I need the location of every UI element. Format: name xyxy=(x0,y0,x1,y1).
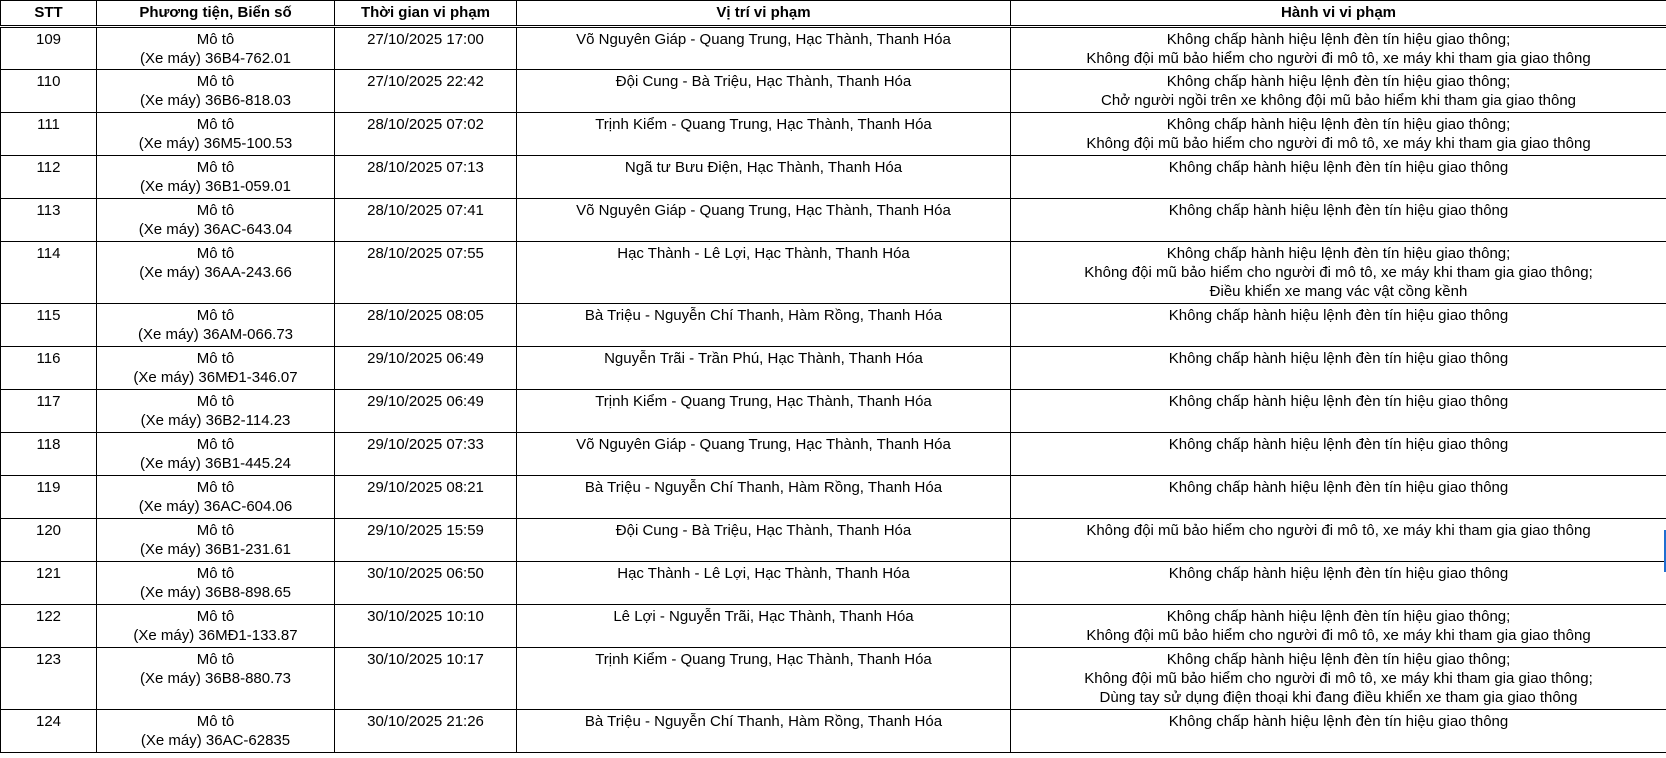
stt-text: 113 xyxy=(36,202,61,219)
license-plate: (Xe máy) 36B6-818.03 xyxy=(140,92,291,109)
violation-time: 30/10/2025 10:17 xyxy=(367,651,484,668)
table-row xyxy=(1,304,1666,347)
cell-stt[interactable] xyxy=(1,390,97,433)
cell-time[interactable] xyxy=(335,648,517,710)
violation-line: Không chấp hành hiệu lệnh đèn tín hiệu giao thông; xyxy=(1166,608,1511,625)
stt-text: 112 xyxy=(36,159,61,176)
violation-line: Dùng tay sử dụng điện thoại khi đang điều khiển xe tham gia giao thông xyxy=(1099,689,1578,706)
cell-stt[interactable] xyxy=(1,113,97,156)
header-time[interactable]: Thời gian vi phạm xyxy=(335,1,517,27)
cell-vehicle[interactable] xyxy=(97,113,335,156)
cell-location[interactable] xyxy=(517,710,1011,753)
vehicle-type: Mô tô xyxy=(196,202,235,219)
violation-location: Võ Nguyên Giáp - Quang Trung, Hạc Thành, Thanh Hóa xyxy=(576,31,951,48)
violation-line: Không đội mũ bảo hiểm cho người đi mô tô, xe máy khi tham gia giao thông; xyxy=(1084,264,1593,281)
stt-text: 114 xyxy=(36,245,61,262)
cell-vehicle[interactable] xyxy=(97,648,335,710)
vehicle-type: Mô tô xyxy=(196,307,235,324)
cell-time[interactable] xyxy=(335,242,517,304)
cell-stt[interactable] xyxy=(1,648,97,710)
license-plate: (Xe máy) 36M5-100.53 xyxy=(138,135,293,152)
cell-stt[interactable] xyxy=(1,27,97,70)
cell-vehicle[interactable] xyxy=(97,156,335,199)
cell-violation[interactable] xyxy=(1011,519,1666,562)
cell-violation[interactable] xyxy=(1011,70,1666,113)
vehicle-type: Mô tô xyxy=(196,393,235,410)
violation-line: Không đội mũ bảo hiểm cho người đi mô tô, xe máy khi tham gia giao thông xyxy=(1086,135,1591,152)
cell-stt[interactable] xyxy=(1,199,97,242)
license-plate: (Xe máy) 36B2-114.23 xyxy=(140,412,291,429)
license-plate: (Xe máy) 36B1-059.01 xyxy=(140,178,291,195)
table-row xyxy=(1,390,1666,433)
table-row xyxy=(1,476,1666,519)
license-plate: (Xe máy) 36AM-066.73 xyxy=(137,326,294,343)
cell-location[interactable] xyxy=(517,242,1011,304)
violation-time: 27/10/2025 17:00 xyxy=(367,31,484,48)
violation-line: Không đội mũ bảo hiểm cho người đi mô tô, xe máy khi tham gia giao thông; xyxy=(1084,670,1593,687)
violation-line: Không chấp hành hiệu lệnh đèn tín hiệu giao thông; xyxy=(1166,73,1511,90)
violation-time: 28/10/2025 07:13 xyxy=(367,159,484,176)
license-plate: (Xe máy) 36B4-762.01 xyxy=(140,50,291,67)
cell-vehicle[interactable] xyxy=(97,519,335,562)
violation-location: Lê Lợi - Nguyễn Trãi, Hạc Thành, Thanh Hóa xyxy=(613,608,914,625)
violation-line: Không chấp hành hiệu lệnh đèn tín hiệu giao thông; xyxy=(1166,245,1511,262)
cell-stt[interactable] xyxy=(1,710,97,753)
cell-location[interactable] xyxy=(517,519,1011,562)
table-row xyxy=(1,648,1666,710)
cell-vehicle[interactable] xyxy=(97,70,335,113)
vehicle-type: Mô tô xyxy=(196,116,235,133)
cell-violation[interactable] xyxy=(1011,433,1666,476)
table-row xyxy=(1,27,1666,70)
cell-violation[interactable] xyxy=(1011,347,1666,390)
cell-time[interactable] xyxy=(335,27,517,70)
table-row xyxy=(1,605,1666,648)
cell-location[interactable] xyxy=(517,605,1011,648)
violation-location: Hạc Thành - Lê Lợi, Hạc Thành, Thanh Hóa xyxy=(617,565,910,582)
vehicle-type: Mô tô xyxy=(196,436,235,453)
header-violation[interactable]: Hành vi vi phạm xyxy=(1011,1,1666,27)
table-row xyxy=(1,242,1666,304)
cell-stt[interactable] xyxy=(1,433,97,476)
vehicle-type: Mô tô xyxy=(196,159,235,176)
cell-vehicle[interactable] xyxy=(97,562,335,605)
cell-stt[interactable] xyxy=(1,519,97,562)
violation-line: Không chấp hành hiệu lệnh đèn tín hiệu giao thông xyxy=(1168,307,1509,324)
cell-location[interactable] xyxy=(517,562,1011,605)
stt-text: 118 xyxy=(36,436,61,453)
cell-location[interactable] xyxy=(517,199,1011,242)
table-row xyxy=(1,562,1666,605)
violation-time: 29/10/2025 07:33 xyxy=(367,436,484,453)
stt-text: 121 xyxy=(35,565,62,582)
violation-location: Hạc Thành - Lê Lợi, Hạc Thành, Thanh Hóa xyxy=(617,245,910,262)
cell-stt[interactable] xyxy=(1,562,97,605)
violation-location: Bà Triệu - Nguyễn Chí Thanh, Hàm Rồng, Thanh Hóa xyxy=(584,307,943,324)
violation-line: Không chấp hành hiệu lệnh đèn tín hiệu giao thông xyxy=(1168,393,1509,410)
vehicle-type: Mô tô xyxy=(196,608,235,625)
violation-line: Điều khiển xe mang vác vật cồng kềnh xyxy=(1209,283,1468,300)
license-plate: (Xe máy) 36B8-898.65 xyxy=(140,584,291,601)
cell-stt[interactable] xyxy=(1,476,97,519)
cell-stt[interactable] xyxy=(1,242,97,304)
violation-line: Không chấp hành hiệu lệnh đèn tín hiệu giao thông xyxy=(1168,479,1509,496)
license-plate: (Xe máy) 36AC-62835 xyxy=(140,732,291,749)
violation-location: Võ Nguyên Giáp - Quang Trung, Hạc Thành, Thanh Hóa xyxy=(576,436,951,453)
cell-location[interactable] xyxy=(517,27,1011,70)
table-row xyxy=(1,70,1666,113)
license-plate: (Xe máy) 36AC-604.06 xyxy=(138,498,293,515)
violation-location: Võ Nguyên Giáp - Quang Trung, Hạc Thành, Thanh Hóa xyxy=(576,202,951,219)
cell-violation[interactable] xyxy=(1011,390,1666,433)
violation-time: 28/10/2025 07:41 xyxy=(367,202,484,219)
license-plate: (Xe máy) 36MĐ1-346.07 xyxy=(133,369,298,386)
cell-time[interactable] xyxy=(335,562,517,605)
cell-violation[interactable] xyxy=(1011,304,1666,347)
cell-time[interactable] xyxy=(335,433,517,476)
cell-time[interactable] xyxy=(335,519,517,562)
stt-text: 119 xyxy=(36,479,61,496)
cell-vehicle[interactable] xyxy=(97,27,335,70)
cell-stt[interactable] xyxy=(1,347,97,390)
violation-time: 28/10/2025 07:55 xyxy=(367,245,484,262)
cell-vehicle[interactable] xyxy=(97,304,335,347)
license-plate: (Xe máy) 36MĐ1-133.87 xyxy=(133,627,298,644)
violation-line: Không chấp hành hiệu lệnh đèn tín hiệu giao thông xyxy=(1168,159,1509,176)
violation-location: Trịnh Kiểm - Quang Trung, Hạc Thành, Thanh Hóa xyxy=(595,651,932,668)
cell-stt[interactable] xyxy=(1,70,97,113)
cell-vehicle[interactable] xyxy=(97,347,335,390)
violation-time: 30/10/2025 10:10 xyxy=(367,608,484,625)
cell-violation[interactable] xyxy=(1011,562,1666,605)
violation-time: 28/10/2025 07:02 xyxy=(367,116,484,133)
violation-time: 28/10/2025 08:05 xyxy=(367,307,484,324)
stt-text: 117 xyxy=(36,393,61,410)
violation-location: Bà Triệu - Nguyễn Chí Thanh, Hàm Rồng, Thanh Hóa xyxy=(584,479,943,496)
cell-stt[interactable] xyxy=(1,156,97,199)
license-plate: (Xe máy) 36B8-880.73 xyxy=(140,670,291,687)
violation-line: Chở người ngồi trên xe không đội mũ bảo hiểm khi tham gia giao thông xyxy=(1101,92,1576,109)
cell-location[interactable] xyxy=(517,347,1011,390)
stt-text: 110 xyxy=(36,73,61,90)
cell-location[interactable] xyxy=(517,390,1011,433)
cell-location[interactable] xyxy=(517,648,1011,710)
cell-violation[interactable] xyxy=(1011,648,1666,710)
violation-line: Không chấp hành hiệu lệnh đèn tín hiệu giao thông; xyxy=(1166,651,1511,668)
cell-stt[interactable] xyxy=(1,605,97,648)
violation-location: Ngã tư Bưu Điện, Hạc Thành, Thanh Hóa xyxy=(624,159,903,176)
cell-location[interactable] xyxy=(517,433,1011,476)
table-row xyxy=(1,433,1666,476)
stt-text: 120 xyxy=(35,522,62,539)
table-row xyxy=(1,156,1666,199)
cell-vehicle[interactable] xyxy=(97,390,335,433)
table-row xyxy=(1,347,1666,390)
violation-location: Nguyễn Trãi - Trần Phú, Hạc Thành, Thanh Hóa xyxy=(604,350,923,367)
violation-location: Bà Triệu - Nguyễn Chí Thanh, Hàm Rồng, Thanh Hóa xyxy=(584,713,943,730)
violation-line: Không chấp hành hiệu lệnh đèn tín hiệu giao thông xyxy=(1168,436,1509,453)
cell-time[interactable] xyxy=(335,304,517,347)
violation-line: Không đội mũ bảo hiểm cho người đi mô tô, xe máy khi tham gia giao thông xyxy=(1086,627,1591,644)
license-plate: (Xe máy) 36B1-445.24 xyxy=(140,455,291,472)
table-row xyxy=(1,113,1666,156)
vehicle-type: Mô tô xyxy=(196,522,235,539)
violation-time: 30/10/2025 21:26 xyxy=(367,713,484,730)
cell-violation[interactable] xyxy=(1011,156,1666,199)
vehicle-type: Mô tô xyxy=(196,350,235,367)
license-plate: (Xe máy) 36AC-643.04 xyxy=(138,221,293,238)
cell-location[interactable] xyxy=(517,476,1011,519)
stt-text: 116 xyxy=(36,350,61,367)
cell-vehicle[interactable] xyxy=(97,242,335,304)
stt-text: 115 xyxy=(36,307,61,324)
vehicle-type: Mô tô xyxy=(196,31,235,48)
cell-time[interactable] xyxy=(335,347,517,390)
violation-time: 29/10/2025 15:59 xyxy=(367,522,484,539)
cell-time[interactable] xyxy=(335,476,517,519)
violation-location: Trịnh Kiểm - Quang Trung, Hạc Thành, Thanh Hóa xyxy=(595,393,932,410)
violation-time: 29/10/2025 06:49 xyxy=(367,393,484,410)
violation-time: 29/10/2025 08:21 xyxy=(367,479,484,496)
header-vehicle[interactable]: Phương tiện, Biển số xyxy=(97,1,335,27)
violation-line: Không chấp hành hiệu lệnh đèn tín hiệu giao thông; xyxy=(1166,31,1511,48)
license-plate: (Xe máy) 36B1-231.61 xyxy=(140,541,291,558)
violation-line: Không đội mũ bảo hiểm cho người đi mô tô, xe máy khi tham gia giao thông xyxy=(1086,50,1591,67)
vehicle-type: Mô tô xyxy=(196,245,235,262)
vehicle-type: Mô tô xyxy=(196,713,235,730)
violation-location: Đội Cung - Bà Triệu, Hạc Thành, Thanh Hóa xyxy=(615,73,912,90)
cell-time[interactable] xyxy=(335,70,517,113)
cell-time[interactable] xyxy=(335,605,517,648)
cell-vehicle[interactable] xyxy=(97,476,335,519)
stt-text: 124 xyxy=(35,713,62,730)
table-row xyxy=(1,199,1666,242)
table-row xyxy=(1,710,1666,753)
license-plate: (Xe máy) 36AA-243.66 xyxy=(139,264,292,281)
cell-vehicle[interactable] xyxy=(97,605,335,648)
cell-violation[interactable] xyxy=(1011,113,1666,156)
cell-location[interactable] xyxy=(517,156,1011,199)
cell-time[interactable] xyxy=(335,199,517,242)
header-stt[interactable]: STT xyxy=(1,1,97,27)
cell-vehicle[interactable] xyxy=(97,199,335,242)
violation-line: Không chấp hành hiệu lệnh đèn tín hiệu giao thông; xyxy=(1166,116,1511,133)
stt-text: 123 xyxy=(35,651,62,668)
cell-violation[interactable] xyxy=(1011,476,1666,519)
cell-time[interactable] xyxy=(335,156,517,199)
violation-line: Không chấp hành hiệu lệnh đèn tín hiệu giao thông xyxy=(1168,350,1509,367)
cell-time[interactable] xyxy=(335,710,517,753)
cell-vehicle[interactable] xyxy=(97,710,335,753)
violation-line: Không chấp hành hiệu lệnh đèn tín hiệu giao thông xyxy=(1168,713,1509,730)
cell-location[interactable] xyxy=(517,113,1011,156)
cell-stt[interactable] xyxy=(1,304,97,347)
cell-violation[interactable] xyxy=(1011,710,1666,753)
cell-location[interactable] xyxy=(517,304,1011,347)
cell-vehicle[interactable] xyxy=(97,433,335,476)
cell-time[interactable] xyxy=(335,113,517,156)
cell-violation[interactable] xyxy=(1011,242,1666,304)
vehicle-type: Mô tô xyxy=(196,479,235,496)
violation-line: Không đội mũ bảo hiểm cho người đi mô tô, xe máy khi tham gia giao thông xyxy=(1086,522,1591,539)
header-row xyxy=(1,1,1666,27)
violation-location: Trịnh Kiểm - Quang Trung, Hạc Thành, Thanh Hóa xyxy=(595,116,932,133)
cell-time[interactable] xyxy=(335,390,517,433)
vehicle-type: Mô tô xyxy=(196,651,235,668)
violation-location: Đội Cung - Bà Triệu, Hạc Thành, Thanh Hóa xyxy=(615,522,912,539)
cell-violation[interactable] xyxy=(1011,605,1666,648)
table-row xyxy=(1,519,1666,562)
vehicle-type: Mô tô xyxy=(196,73,235,90)
table-body xyxy=(1,27,1666,753)
header-location[interactable]: Vị trí vi phạm xyxy=(517,1,1011,27)
vehicle-type: Mô tô xyxy=(196,565,235,582)
cell-violation[interactable] xyxy=(1011,27,1666,70)
cell-violation[interactable] xyxy=(1011,199,1666,242)
stt-text: 122 xyxy=(35,608,62,625)
violation-time: 29/10/2025 06:49 xyxy=(367,350,484,367)
stt-text: 111 xyxy=(37,116,60,133)
cell-location[interactable] xyxy=(517,70,1011,113)
stt-text: 109 xyxy=(35,31,62,48)
violation-time: 30/10/2025 06:50 xyxy=(367,565,484,582)
violation-time: 27/10/2025 22:42 xyxy=(367,73,484,90)
table-header xyxy=(1,1,1666,27)
violation-line: Không chấp hành hiệu lệnh đèn tín hiệu giao thông xyxy=(1168,565,1509,582)
violation-line: Không chấp hành hiệu lệnh đèn tín hiệu giao thông xyxy=(1168,202,1509,219)
